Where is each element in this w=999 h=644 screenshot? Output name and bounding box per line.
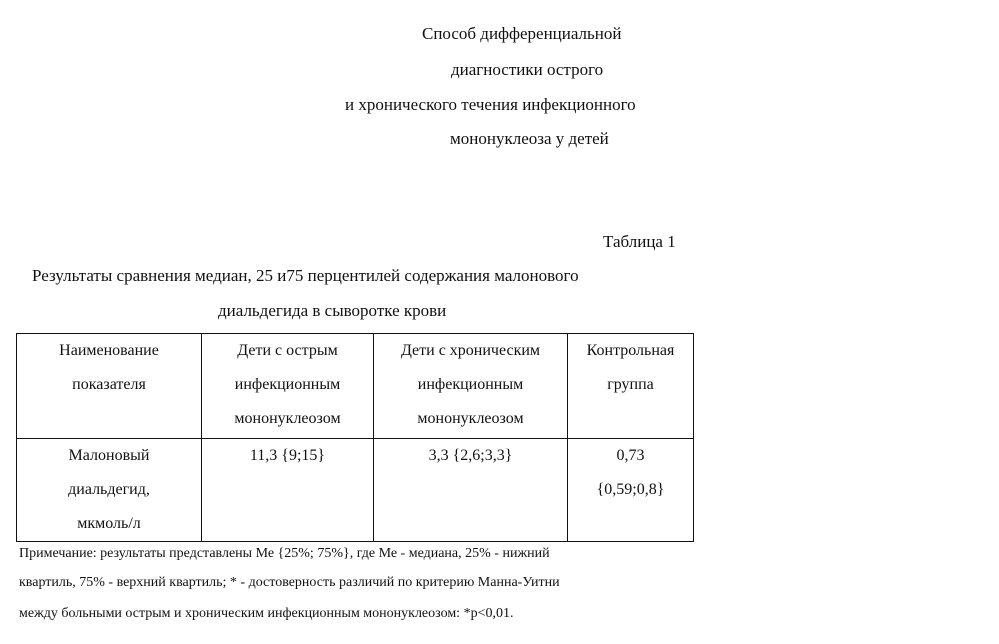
title-line: и хронического течения инфекционного bbox=[345, 95, 636, 114]
cell-line: диальдегид, bbox=[68, 481, 150, 498]
cell-line: {0,59;0,8} bbox=[596, 481, 665, 498]
table-row bbox=[17, 439, 694, 542]
cell-line: мкмоль/л bbox=[77, 515, 141, 532]
note-line: между больными острым и хроническим инфекционным мононуклеозом: *p<0,01. bbox=[19, 606, 514, 621]
header-line: мононуклеозом bbox=[234, 410, 341, 427]
header-line: Дети с острым bbox=[237, 342, 338, 359]
cell-control-value bbox=[568, 439, 694, 542]
header-line: Дети с хроническим bbox=[400, 342, 541, 359]
header-line: показателя bbox=[72, 376, 146, 393]
title-line: мононуклеоза у детей bbox=[450, 129, 609, 148]
header-line: Наименование bbox=[59, 342, 159, 359]
header-line: инфекционным bbox=[417, 376, 524, 393]
column-header-chronic bbox=[374, 334, 568, 439]
header-line: Контрольная bbox=[586, 342, 675, 359]
results-table bbox=[16, 333, 694, 542]
note-line: Примечание: результаты представлены Ме {25%; 75%}, где Ме - медиана, 25% - нижний bbox=[19, 546, 550, 561]
cell-line: 0,73 bbox=[616, 447, 645, 464]
column-header-indicator bbox=[17, 334, 202, 439]
caption-line: Результаты сравнения медиан, 25 и75 перцентилей содержания малонового bbox=[32, 266, 579, 285]
table-label: Таблица 1 bbox=[603, 232, 676, 251]
cell-line: 3,3 {2,6;3,3} bbox=[428, 447, 513, 464]
cell-line: 11,3 {9;15} bbox=[249, 447, 326, 464]
header-line: инфекционным bbox=[234, 376, 341, 393]
column-header-acute bbox=[202, 334, 374, 439]
cell-chronic-value bbox=[374, 439, 568, 542]
header-line: группа bbox=[607, 376, 654, 393]
caption-line: диальдегида в сыворотке крови bbox=[218, 301, 447, 320]
cell-indicator bbox=[17, 439, 202, 542]
table-header-row bbox=[17, 334, 694, 439]
cell-acute-value bbox=[202, 439, 374, 542]
header-line: мононуклеозом bbox=[417, 410, 524, 427]
title-line: Способ дифференциальной bbox=[422, 24, 622, 43]
note-line: квартиль, 75% - верхний квартиль; * - достоверность различий по критерию Манна-Уитни bbox=[19, 575, 560, 590]
title-line: диагностики острого bbox=[451, 60, 604, 79]
cell-line: Малоновый bbox=[68, 447, 150, 464]
column-header-control bbox=[568, 334, 694, 439]
